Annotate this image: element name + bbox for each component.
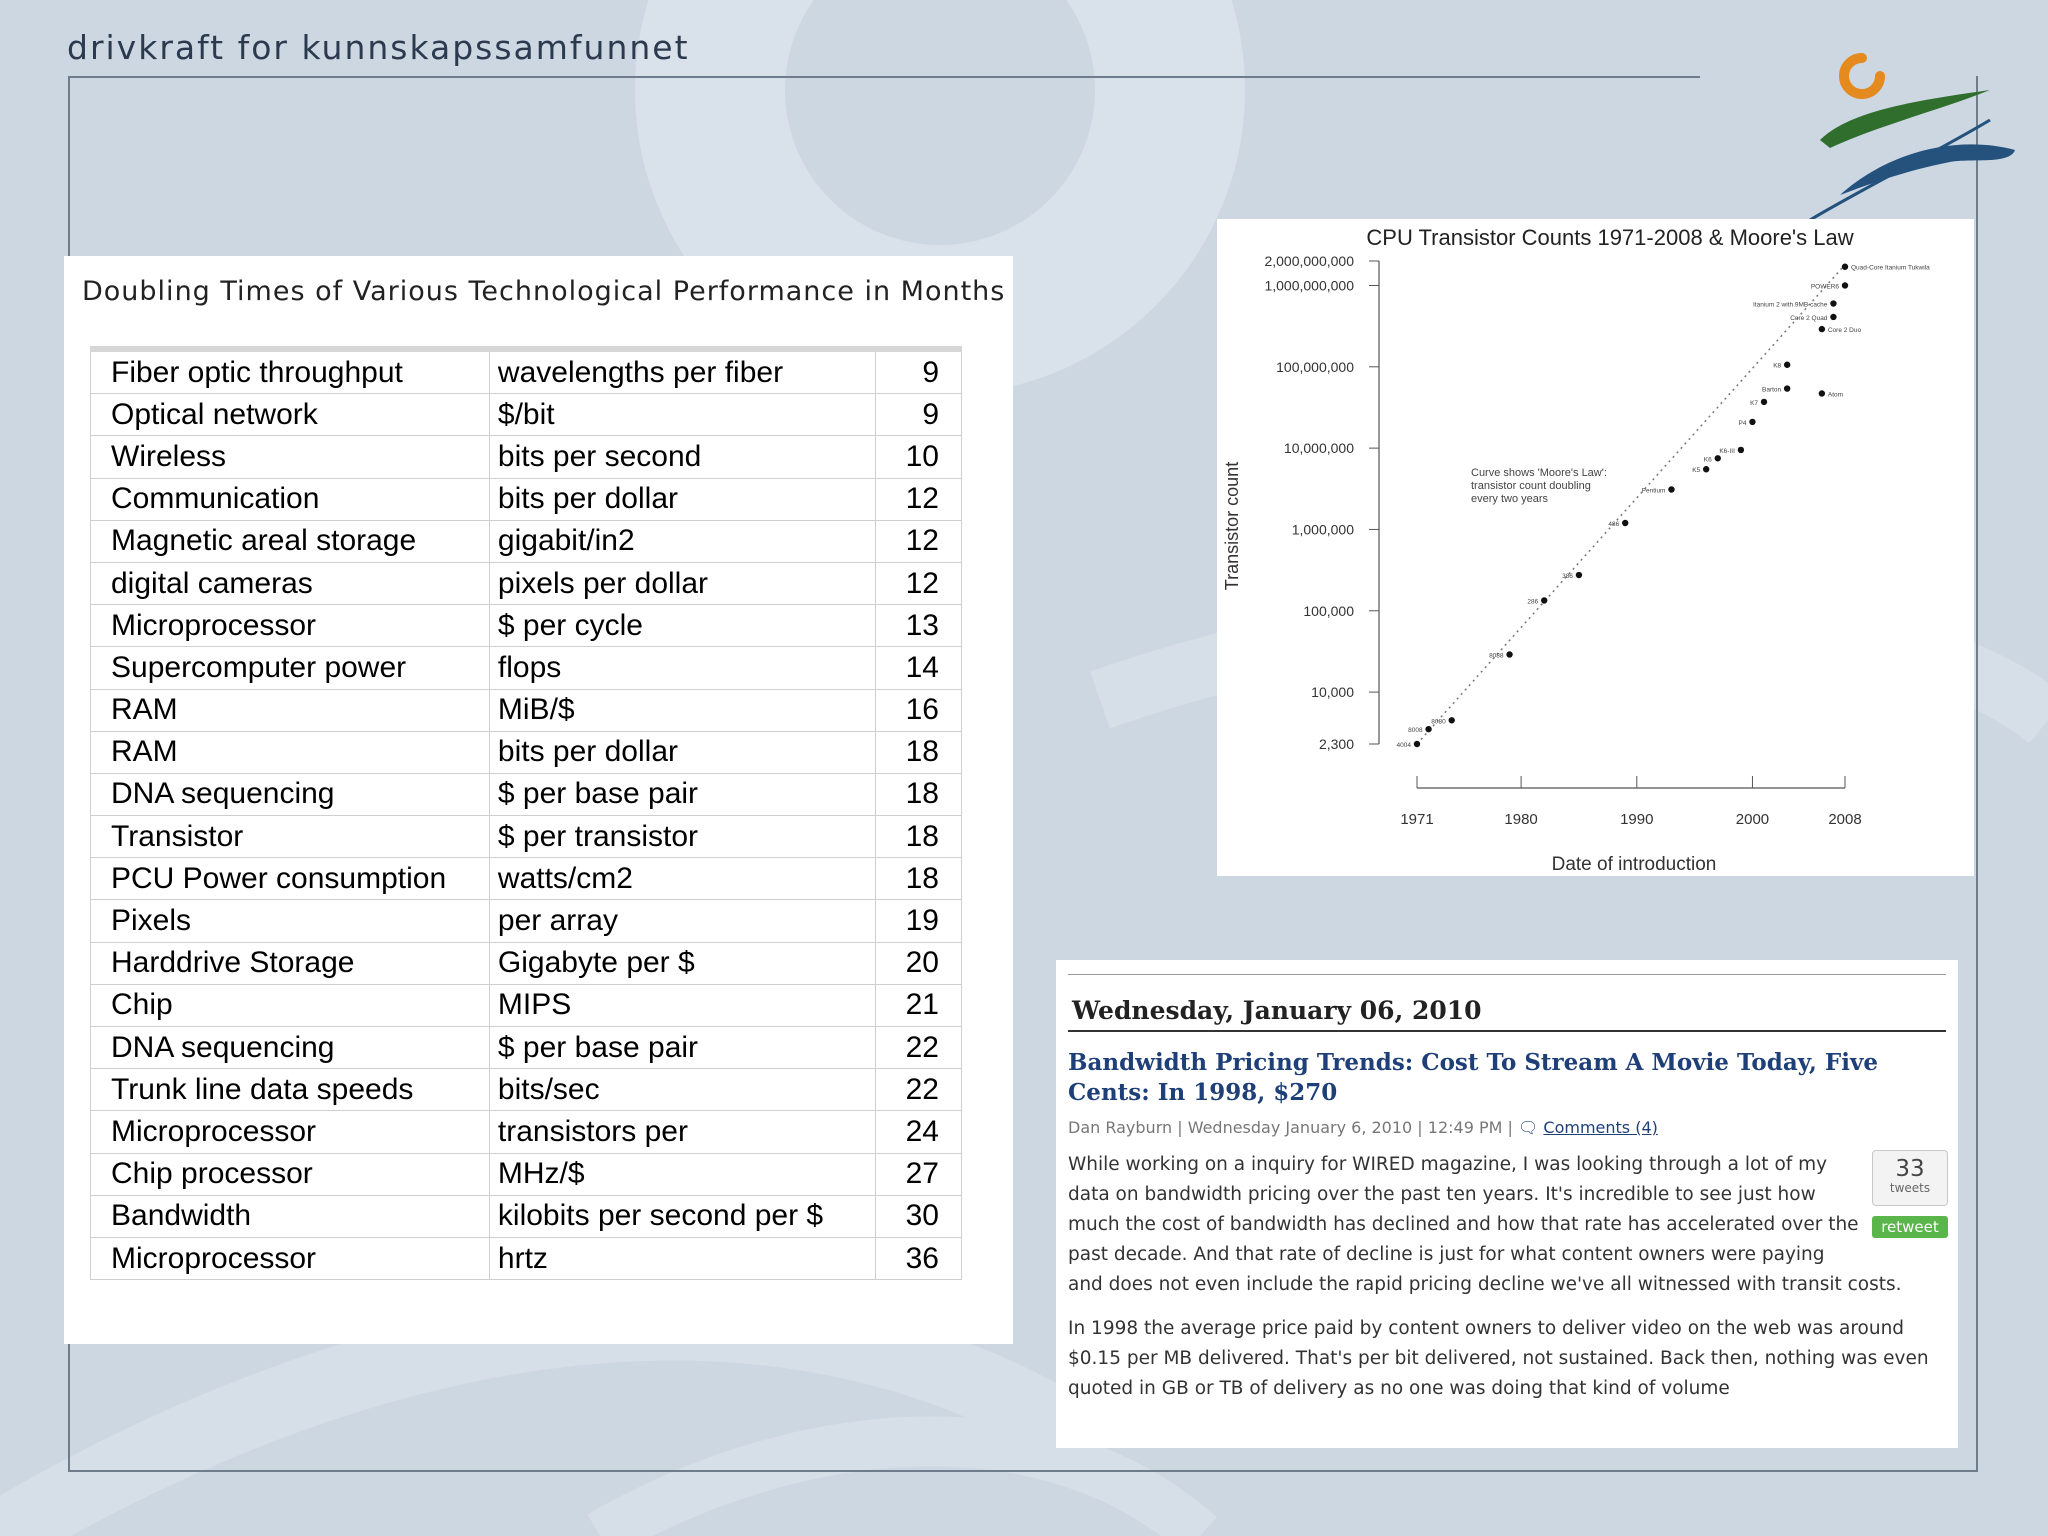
- table-cell-technology: Harddrive Storage: [91, 942, 490, 984]
- slide-title: drivkraft for kunnskapssamfunnet: [67, 28, 690, 67]
- table-cell-metric: bits/sec: [489, 1069, 876, 1111]
- chart-data-point: [1819, 390, 1825, 396]
- chart-y-tick-label: 10,000: [1311, 684, 1354, 701]
- chart-data-label: 8008: [1408, 727, 1423, 735]
- table-cell-technology: RAM: [91, 689, 490, 731]
- table-cell-metric: $ per base pair: [489, 1027, 876, 1069]
- table-cell-technology: DNA sequencing: [91, 773, 490, 815]
- table-cell-metric: $ per transistor: [489, 816, 876, 858]
- chart-data-point: [1414, 741, 1420, 747]
- table-cell-metric: flops: [489, 647, 876, 689]
- table-cell-metric: MHz/$: [489, 1153, 876, 1195]
- blog-date-rule: [1068, 1030, 1946, 1032]
- chart-data-point: [1622, 520, 1628, 526]
- chart-data-point: [1449, 717, 1455, 723]
- tweet-widget: [1872, 1150, 1948, 1238]
- chart-data-point: [1842, 264, 1848, 270]
- table-cell-metric: gigabit/in2: [489, 520, 876, 562]
- table-cell-technology: Supercomputer power: [91, 647, 490, 689]
- chart-data-label: 486: [1608, 521, 1620, 529]
- table-cell-technology: Magnetic areal storage: [91, 520, 490, 562]
- table-cell-metric: watts/cm2: [489, 858, 876, 900]
- chart-data-point: [1784, 385, 1790, 391]
- chart-y-tick-label: 1,000,000,000: [1264, 277, 1354, 294]
- table-row: [91, 562, 962, 604]
- chart-data-label: 386: [1562, 573, 1573, 581]
- chart-data-label: K8: [1773, 362, 1782, 370]
- table-cell-metric: transistors per: [489, 1111, 876, 1153]
- table-cell-metric: Gigabyte per $: [489, 942, 876, 984]
- chart-x-tick-label: 2000: [1735, 811, 1770, 828]
- table-cell-technology: Microprocessor: [91, 1237, 490, 1279]
- table-cell-technology: Transistor: [91, 816, 490, 858]
- table-cell-technology: DNA sequencing: [91, 1027, 490, 1069]
- chart-data-point: [1703, 466, 1709, 472]
- chart-data-point: [1784, 362, 1790, 368]
- tweet-label: tweets: [1889, 1181, 1931, 1195]
- blog-byline: Dan Rayburn | Wednesday January 6, 2010 | 12:49 PM |: [1068, 1118, 1513, 1137]
- table-row: [91, 520, 962, 562]
- table-row: [91, 773, 962, 815]
- chart-data-label: K6-III: [1719, 447, 1735, 455]
- table-cell-technology: Chip processor: [91, 1153, 490, 1195]
- chart-data-label: Quad-Core Itanium Tukwila: [1851, 264, 1930, 272]
- table-cell-metric: $ per cycle: [489, 605, 876, 647]
- blog-article-panel: [1056, 960, 1958, 1448]
- blog-headline[interactable]: Bandwidth Pricing Trends: Cost To Stream A Movie Today, Five Cents: In 1998, $270: [1068, 1049, 1878, 1106]
- table-row: [91, 352, 962, 394]
- chart-x-tick-label: 1990: [1620, 811, 1654, 828]
- chart-y-tick-label: 2,300: [1318, 736, 1354, 752]
- chart-annotation: [1471, 467, 1607, 505]
- chart-y-tick-label: 100,000: [1303, 602, 1354, 619]
- table-cell-months: 14: [876, 647, 962, 689]
- table-cell-months: 18: [876, 773, 962, 815]
- blog-paragraph-1: While working on a inquiry for WIRED magazine, I was looking through a lot of my data on bandwidth pricing over the past ten years. It's incredible to see just how much the cost of bandwidth has declined and how that rate has accelerated over the past decade. And that rate of decline is just for what content owners were paying and does not even include the rapid pricing decline we've all witnessed with transit costs.: [1068, 1154, 1902, 1295]
- table-cell-metric: bits per dollar: [489, 731, 876, 773]
- table-cell-technology: RAM: [91, 731, 490, 773]
- table-row: [91, 1111, 962, 1153]
- chart-data-point: [1738, 447, 1744, 453]
- table-cell-metric: kilobits per second per $: [489, 1195, 876, 1237]
- table-cell-metric: MiB/$: [489, 689, 876, 731]
- chart-data-point: [1830, 314, 1836, 320]
- table-cell-months: 18: [876, 816, 962, 858]
- chart-data-point: [1749, 419, 1755, 425]
- table-cell-metric: $/bit: [489, 394, 876, 436]
- chart-data-point: [1668, 486, 1674, 492]
- table-cell-months: 12: [876, 520, 962, 562]
- chart-data-label: POWER6: [1810, 283, 1839, 291]
- table-cell-technology: Wireless: [91, 436, 490, 478]
- table-cell-technology: Communication: [91, 478, 490, 520]
- chart-data-label: P4: [1738, 419, 1747, 427]
- chart-data-label: 4004: [1396, 742, 1411, 749]
- chart-x-axis-label: Date of introduction: [1551, 854, 1717, 875]
- chart-x-tick-label: 1971: [1400, 811, 1434, 828]
- table-cell-technology: Chip: [91, 984, 490, 1026]
- table-row: [91, 1195, 962, 1237]
- table-row: [91, 900, 962, 942]
- chart-data-label: K5: [1692, 467, 1701, 475]
- chart-panel: [1217, 219, 1974, 876]
- chart-x-tick-label: 1980: [1504, 811, 1538, 828]
- chart-data-point: [1819, 326, 1825, 332]
- table-row: [91, 858, 962, 900]
- chart-y-axis-label: Transistor count: [1222, 461, 1242, 591]
- table-cell-months: 20: [876, 942, 962, 984]
- chart-x-tick-label: 2008: [1828, 811, 1862, 828]
- table-row: [91, 689, 962, 731]
- chart-data-label: Itanium 2 with 9MB cache: [1752, 301, 1828, 309]
- comments-link[interactable]: Comments (4): [1543, 1118, 1658, 1137]
- table-cell-metric: per array: [489, 900, 876, 942]
- comment-icon: 🗨: [1518, 1118, 1539, 1137]
- chart-data-label: 8088: [1489, 652, 1504, 660]
- table-cell-months: 27: [876, 1153, 962, 1195]
- chart-annotation-line: Curve shows 'Moore's Law':: [1471, 467, 1607, 479]
- table-row: [91, 436, 962, 478]
- blog-body: [1068, 1150, 1948, 1418]
- table-cell-metric: bits per dollar: [489, 478, 876, 520]
- chart-data-label: 286: [1527, 598, 1539, 606]
- table-cell-months: 22: [876, 1027, 962, 1069]
- tweet-count: 33: [1895, 1156, 1925, 1182]
- chart-data-point: [1576, 572, 1582, 578]
- table-row: [91, 647, 962, 689]
- table-cell-technology: Optical network: [91, 394, 490, 436]
- table-row: [91, 1237, 962, 1279]
- table-cell-months: 9: [876, 352, 962, 394]
- blog-paragraph-2: In 1998 the average price paid by content owners to deliver video on the web was around $0.15 per MB delivered. That's per bit delivered, not sustained. Back then, nothing was even quoted in GB or TB of delivery as no one was doing that kind of volume: [1068, 1318, 1929, 1399]
- chart-data-point: [1761, 399, 1767, 405]
- chart-data-label: Pentium: [1641, 487, 1666, 495]
- table-title: Doubling Times of Various Technological Performance in Months: [82, 276, 1006, 307]
- table-row: [91, 1069, 962, 1111]
- chart-title: CPU Transistor Counts 1971-2008 & Moore's Law: [1366, 225, 1854, 250]
- table-row: [91, 1027, 962, 1069]
- chart-y-tick-label: 10,000,000: [1283, 440, 1354, 457]
- table-cell-technology: Bandwidth: [91, 1195, 490, 1237]
- table-cell-months: 10: [876, 436, 962, 478]
- table-cell-months: 16: [876, 689, 962, 731]
- table-cell-months: 22: [876, 1069, 962, 1111]
- blog-top-rule: [1068, 974, 1946, 975]
- chart-y-tick-label: 2,000,000,000: [1264, 253, 1354, 269]
- transistor-chart: [1217, 219, 1974, 876]
- table-cell-months: 30: [876, 1195, 962, 1237]
- table-cell-months: 18: [876, 731, 962, 773]
- table-row: [91, 942, 962, 984]
- table-row: [91, 731, 962, 773]
- chart-y-tick-label: 1,000,000: [1291, 521, 1354, 538]
- table-cell-months: 19: [876, 900, 962, 942]
- table-cell-technology: Pixels: [91, 900, 490, 942]
- chart-data-label: Barton: [1762, 386, 1782, 394]
- table-cell-months: 13: [876, 605, 962, 647]
- table-cell-metric: hrtz: [489, 1237, 876, 1279]
- table-cell-months: 36: [876, 1237, 962, 1279]
- chart-data-point: [1830, 300, 1836, 306]
- table-row: [91, 394, 962, 436]
- chart-data-label: K7: [1750, 399, 1759, 407]
- table-cell-months: 9: [876, 394, 962, 436]
- chart-data-point: [1842, 282, 1848, 288]
- table-row: [91, 478, 962, 520]
- chart-data-label: K6: [1703, 456, 1712, 464]
- table-cell-technology: Fiber optic throughput: [91, 352, 490, 394]
- organization-logo: [1800, 30, 2030, 230]
- chart-data-point: [1506, 651, 1512, 657]
- table-cell-months: 24: [876, 1111, 962, 1153]
- blog-meta: [1068, 1118, 1658, 1137]
- table-row: [91, 605, 962, 647]
- table-row: [91, 816, 962, 858]
- doubling-times-table: [90, 352, 962, 1280]
- table-cell-months: 18: [876, 858, 962, 900]
- table-cell-months: 12: [876, 478, 962, 520]
- chart-data-point: [1541, 597, 1547, 603]
- table-cell-technology: Microprocessor: [91, 605, 490, 647]
- table-cell-metric: $ per base pair: [489, 773, 876, 815]
- table-cell-technology: Trunk line data speeds: [91, 1069, 490, 1111]
- table-cell-technology: digital cameras: [91, 562, 490, 604]
- chart-data-label: Core 2 Duo: [1827, 327, 1862, 335]
- table-cell-metric: MIPS: [489, 984, 876, 1026]
- table-cell-metric: wavelengths per fiber: [489, 352, 876, 394]
- doubling-times-panel: [64, 256, 1013, 1344]
- table-cell-technology: Microprocessor: [91, 1111, 490, 1153]
- table-cell-months: 12: [876, 562, 962, 604]
- table-cell-metric: bits per second: [489, 436, 876, 478]
- tweet-count-box: [1872, 1150, 1948, 1206]
- chart-data-point: [1715, 455, 1721, 461]
- chart-annotation-line: transistor count doubling: [1471, 480, 1591, 492]
- chart-data-label: Core 2 Quad: [1790, 314, 1828, 322]
- chart-data-label: 8080: [1431, 718, 1446, 726]
- table-cell-technology: PCU Power consumption: [91, 858, 490, 900]
- chart-data-point: [1425, 726, 1431, 732]
- chart-data-label: Atom: [1827, 391, 1844, 399]
- table-cell-metric: pixels per dollar: [489, 562, 876, 604]
- chart-y-tick-label: 100,000,000: [1276, 358, 1354, 375]
- blog-date: Wednesday, January 06, 2010: [1072, 996, 1482, 1025]
- retweet-button[interactable]: retweet: [1872, 1216, 1948, 1238]
- table-cell-months: 21: [876, 984, 962, 1026]
- table-row: [91, 984, 962, 1026]
- table-row: [91, 1153, 962, 1195]
- chart-annotation-line: every two years: [1471, 493, 1549, 505]
